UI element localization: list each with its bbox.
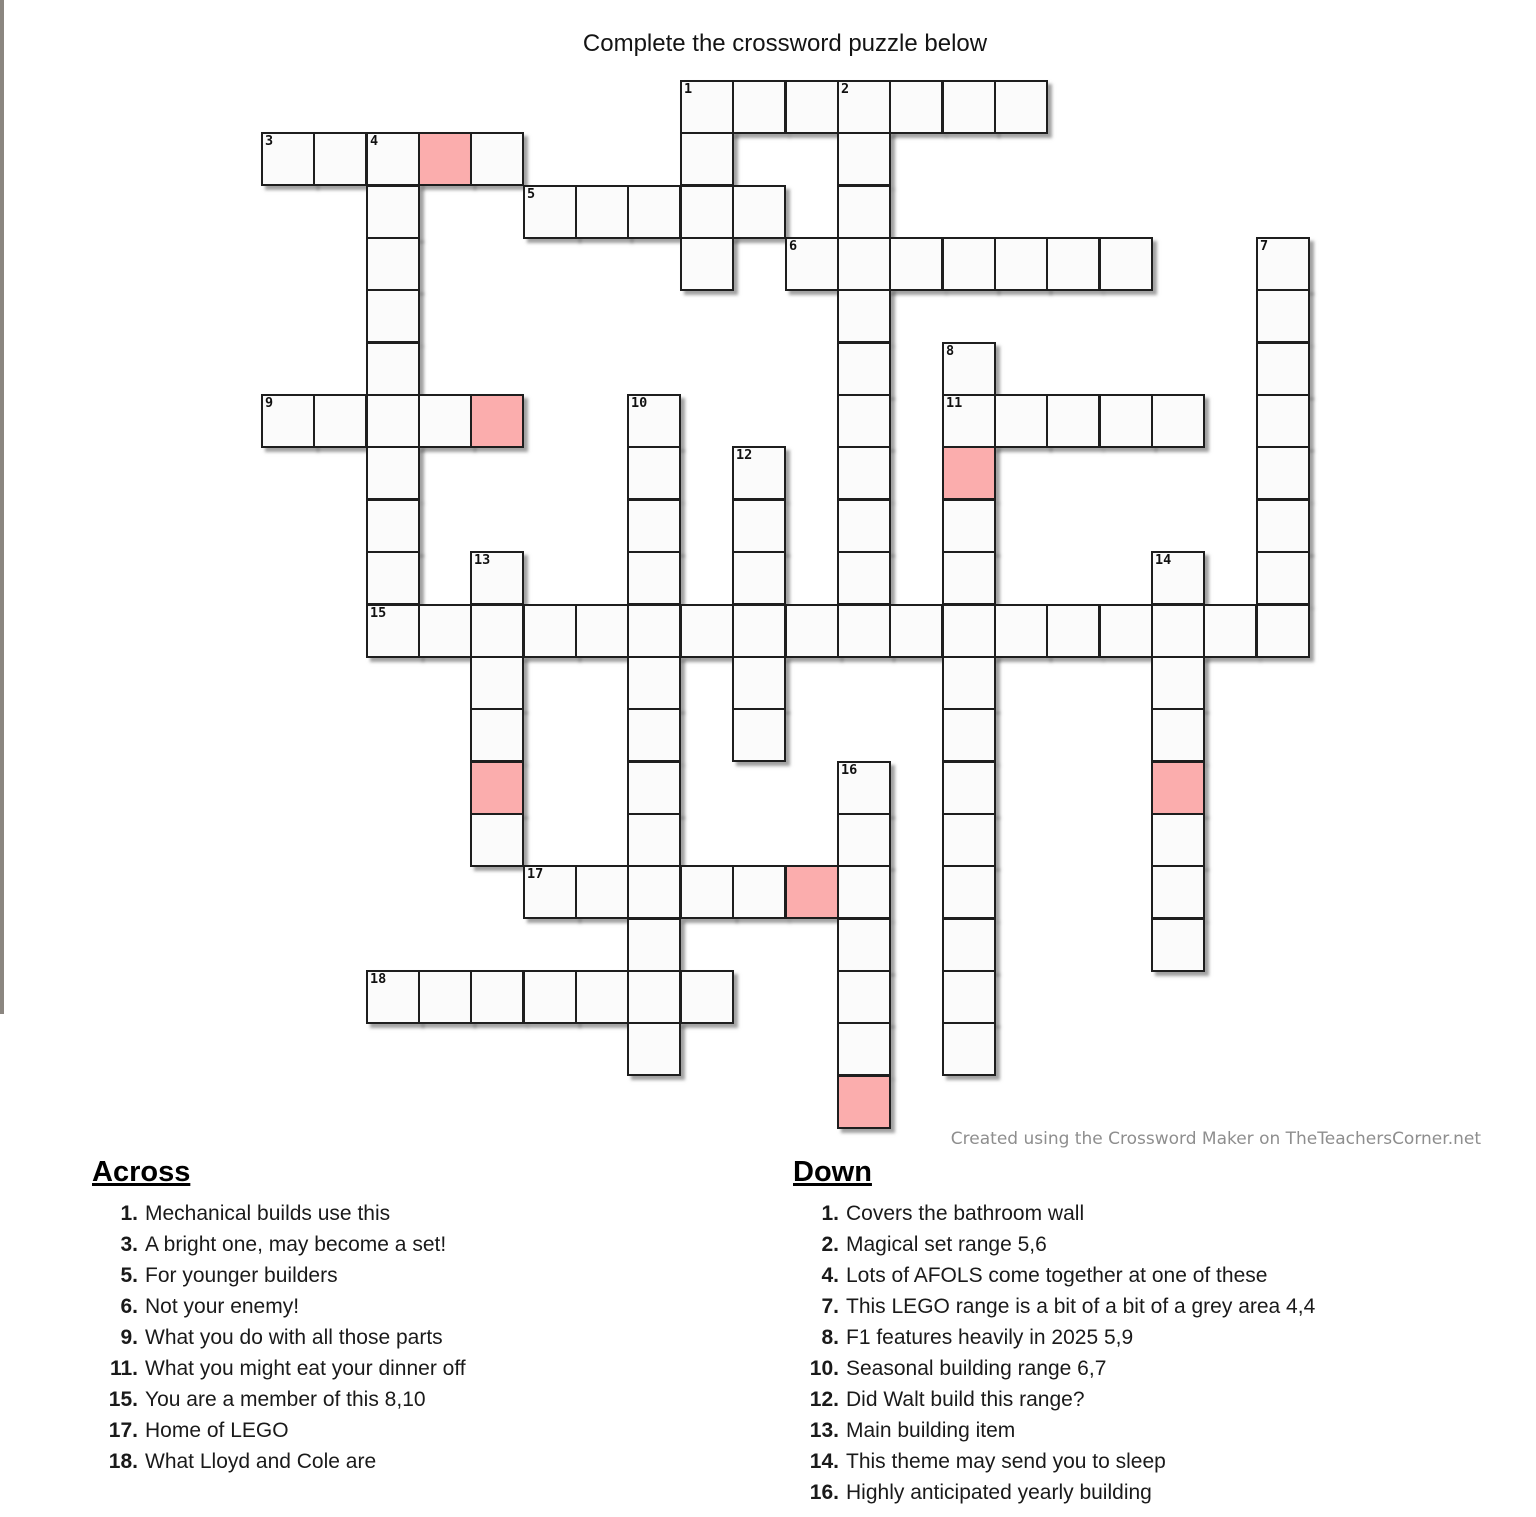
grid-cell[interactable] xyxy=(418,604,472,658)
grid-cell[interactable] xyxy=(942,499,996,553)
grid-cell[interactable] xyxy=(942,1022,996,1076)
grid-cell[interactable] xyxy=(627,865,681,919)
grid-cell-pink[interactable] xyxy=(470,394,524,448)
grid-cell-7[interactable] xyxy=(1256,237,1310,291)
grid-cell[interactable] xyxy=(889,80,943,134)
grid-cell-17[interactable] xyxy=(523,865,577,919)
across-clues-section xyxy=(92,1156,752,1477)
grid-cell[interactable] xyxy=(732,865,786,919)
grid-cell[interactable] xyxy=(627,656,681,710)
clue-number: 16. xyxy=(809,1481,839,1504)
grid-cell[interactable] xyxy=(942,237,996,291)
grid-cell[interactable] xyxy=(837,185,891,239)
grid-cell-pink[interactable] xyxy=(1151,761,1205,815)
page-title: Complete the crossword puzzle below xyxy=(582,30,988,57)
clue-number: 7. xyxy=(821,1295,839,1318)
grid-cell[interactable] xyxy=(313,394,367,448)
clue-number: 18. xyxy=(108,1450,138,1473)
cell-number: 13 xyxy=(474,552,491,568)
grid-cell-16[interactable] xyxy=(837,761,891,815)
grid-cell[interactable] xyxy=(575,865,629,919)
grid-cell-14[interactable] xyxy=(1151,551,1205,605)
down-clue-1 xyxy=(793,1198,1513,1229)
clue-number: 1. xyxy=(120,1202,138,1225)
grid-cell[interactable] xyxy=(523,604,577,658)
clue-text: Not your enemy! xyxy=(145,1295,300,1318)
grid-cell[interactable] xyxy=(1046,237,1100,291)
across-clue-15 xyxy=(92,1384,752,1415)
down-clues-section xyxy=(793,1156,1513,1508)
grid-cell[interactable] xyxy=(942,80,996,134)
grid-cell[interactable] xyxy=(732,499,786,553)
grid-cell[interactable] xyxy=(627,708,681,762)
grid-cell[interactable] xyxy=(1256,604,1310,658)
grid-cell-pink[interactable] xyxy=(942,446,996,500)
grid-cell[interactable] xyxy=(1256,551,1310,605)
cell-number: 7 xyxy=(1260,238,1269,254)
clue-text: A bright one, may become a set! xyxy=(145,1233,447,1256)
grid-cell[interactable] xyxy=(1151,656,1205,710)
grid-cell[interactable] xyxy=(366,446,420,500)
grid-cell[interactable] xyxy=(837,132,891,186)
grid-cell[interactable] xyxy=(627,551,681,605)
grid-cell[interactable] xyxy=(418,970,472,1024)
grid-cell-pink[interactable] xyxy=(785,865,839,919)
grid-cell[interactable] xyxy=(732,185,786,239)
down-clue-14 xyxy=(793,1446,1513,1477)
across-heading: Across xyxy=(92,1156,191,1188)
grid-cell[interactable] xyxy=(470,708,524,762)
across-clue-1 xyxy=(92,1198,752,1229)
grid-cell[interactable] xyxy=(942,813,996,867)
cell-number: 11 xyxy=(946,395,963,411)
clue-text: For younger builders xyxy=(145,1264,338,1287)
grid-cell[interactable] xyxy=(366,551,420,605)
grid-cell[interactable] xyxy=(366,289,420,343)
credit-line: Created using the Crossword Maker on TheTeachersCorner.net xyxy=(950,1129,1481,1149)
grid-cell[interactable] xyxy=(680,185,734,239)
grid-cell[interactable] xyxy=(732,708,786,762)
grid-cell[interactable] xyxy=(313,132,367,186)
clue-text: Magical set range 5,6 xyxy=(846,1233,1047,1256)
grid-cell[interactable] xyxy=(1099,604,1153,658)
grid-cell[interactable] xyxy=(837,1022,891,1076)
clue-text: Covers the bathroom wall xyxy=(846,1202,1085,1225)
grid-cell[interactable] xyxy=(1151,708,1205,762)
clue-number: 15. xyxy=(108,1388,138,1411)
down-clue-8 xyxy=(793,1322,1513,1353)
grid-cell[interactable] xyxy=(1256,499,1310,553)
grid-cell[interactable] xyxy=(627,499,681,553)
grid-cell-9[interactable] xyxy=(261,394,315,448)
clue-number: 2. xyxy=(821,1233,839,1256)
grid-cell[interactable] xyxy=(1151,604,1205,658)
grid-cell[interactable] xyxy=(732,80,786,134)
grid-cell[interactable] xyxy=(523,970,577,1024)
clue-number: 4. xyxy=(821,1264,839,1287)
clue-text: Main building item xyxy=(846,1419,1016,1442)
clue-text: Mechanical builds use this xyxy=(145,1202,391,1225)
grid-cell-pink[interactable] xyxy=(837,1075,891,1129)
grid-cell[interactable] xyxy=(470,970,524,1024)
grid-cell[interactable] xyxy=(627,761,681,815)
grid-cell[interactable] xyxy=(627,813,681,867)
clue-text: You are a member of this 8,10 xyxy=(145,1388,426,1411)
grid-cell[interactable] xyxy=(627,918,681,972)
grid-cell[interactable] xyxy=(1256,289,1310,343)
grid-cell[interactable] xyxy=(994,394,1048,448)
grid-cell[interactable] xyxy=(889,237,943,291)
grid-cell[interactable] xyxy=(994,604,1048,658)
grid-cell-4[interactable] xyxy=(366,132,420,186)
grid-cell-1[interactable] xyxy=(680,80,734,134)
across-clue-3 xyxy=(92,1229,752,1260)
grid-cell[interactable] xyxy=(837,604,891,658)
grid-cell[interactable] xyxy=(627,1022,681,1076)
clue-number: 9. xyxy=(120,1326,138,1349)
grid-cell[interactable] xyxy=(680,865,734,919)
cell-number: 3 xyxy=(265,133,274,149)
clue-text: What you might eat your dinner off xyxy=(145,1357,466,1380)
cell-number: 12 xyxy=(736,447,753,463)
grid-cell[interactable] xyxy=(1151,394,1205,448)
down-clue-10 xyxy=(793,1353,1513,1384)
clue-number: 11. xyxy=(109,1357,138,1380)
grid-cell[interactable] xyxy=(1256,446,1310,500)
cell-number: 17 xyxy=(527,866,544,882)
grid-cell[interactable] xyxy=(837,918,891,972)
across-clue-9 xyxy=(92,1322,752,1353)
grid-cell-15[interactable] xyxy=(366,604,420,658)
grid-cell[interactable] xyxy=(1151,813,1205,867)
cell-number: 18 xyxy=(370,971,387,987)
down-clue-7 xyxy=(793,1291,1513,1322)
down-clue-2 xyxy=(793,1229,1513,1260)
grid-cell[interactable] xyxy=(1099,394,1153,448)
grid-cell-pink[interactable] xyxy=(470,761,524,815)
across-clue-18 xyxy=(92,1446,752,1477)
grid-cell[interactable] xyxy=(680,970,734,1024)
grid-cell[interactable] xyxy=(837,289,891,343)
cell-number: 15 xyxy=(370,605,387,621)
grid-cell[interactable] xyxy=(470,132,524,186)
cell-number: 5 xyxy=(527,186,536,202)
grid-cell[interactable] xyxy=(837,237,891,291)
clue-text: Home of LEGO xyxy=(145,1419,289,1442)
grid-cell-18[interactable] xyxy=(366,970,420,1024)
grid-cell[interactable] xyxy=(418,394,472,448)
grid-cell[interactable] xyxy=(627,446,681,500)
grid-cell-10[interactable] xyxy=(627,394,681,448)
grid-cell[interactable] xyxy=(732,551,786,605)
cell-number: 2 xyxy=(841,81,850,97)
grid-cell[interactable] xyxy=(837,446,891,500)
grid-cell[interactable] xyxy=(837,499,891,553)
grid-cell[interactable] xyxy=(575,604,629,658)
grid-cell-5[interactable] xyxy=(523,185,577,239)
grid-cell[interactable] xyxy=(942,918,996,972)
grid-cell[interactable] xyxy=(732,604,786,658)
grid-cell[interactable] xyxy=(994,237,1048,291)
clue-number: 13. xyxy=(809,1419,839,1442)
down-clue-4 xyxy=(793,1260,1513,1291)
clue-number: 8. xyxy=(821,1326,839,1349)
grid-cell[interactable] xyxy=(942,761,996,815)
grid-cell[interactable] xyxy=(1046,604,1100,658)
grid-cell[interactable] xyxy=(470,813,524,867)
grid-cell[interactable] xyxy=(1256,394,1310,448)
grid-cell[interactable] xyxy=(627,604,681,658)
grid-cell[interactable] xyxy=(575,970,629,1024)
grid-cell[interactable] xyxy=(470,656,524,710)
grid-cell[interactable] xyxy=(942,708,996,762)
grid-cell-8[interactable] xyxy=(942,342,996,396)
clue-number: 6. xyxy=(120,1295,138,1318)
down-clue-13 xyxy=(793,1415,1513,1446)
down-clue-16 xyxy=(793,1477,1513,1508)
grid-cell[interactable] xyxy=(680,132,734,186)
clue-number: 14. xyxy=(809,1450,839,1473)
cell-number: 1 xyxy=(684,81,693,97)
grid-cell[interactable] xyxy=(680,604,734,658)
across-clue-11 xyxy=(92,1353,752,1384)
clue-text: What you do with all those parts xyxy=(145,1326,443,1349)
grid-cell[interactable] xyxy=(837,865,891,919)
grid-cell[interactable] xyxy=(366,499,420,553)
grid-cell[interactable] xyxy=(837,970,891,1024)
across-clue-6 xyxy=(92,1291,752,1322)
grid-cell[interactable] xyxy=(1151,918,1205,972)
grid-cell-pink[interactable] xyxy=(418,132,472,186)
grid-cell-2[interactable] xyxy=(837,80,891,134)
grid-cell[interactable] xyxy=(942,865,996,919)
grid-cell[interactable] xyxy=(785,604,839,658)
clue-text: Highly anticipated yearly building xyxy=(846,1481,1152,1504)
clue-text: Did Walt build this range? xyxy=(846,1388,1085,1411)
grid-cell[interactable] xyxy=(470,604,524,658)
grid-cell[interactable] xyxy=(942,656,996,710)
clue-number: 3. xyxy=(120,1233,138,1256)
grid-cell[interactable] xyxy=(942,970,996,1024)
grid-cell[interactable] xyxy=(1151,865,1205,919)
grid-cell[interactable] xyxy=(732,656,786,710)
grid-cell[interactable] xyxy=(366,394,420,448)
cell-number: 16 xyxy=(841,762,858,778)
clue-number: 5. xyxy=(120,1264,138,1287)
across-clue-5 xyxy=(92,1260,752,1291)
cell-number: 9 xyxy=(265,395,274,411)
clue-text: This theme may send you to sleep xyxy=(846,1450,1166,1473)
grid-cell[interactable] xyxy=(366,185,420,239)
clue-number: 10. xyxy=(809,1357,839,1380)
grid-cell[interactable] xyxy=(942,551,996,605)
clue-text: Lots of AFOLS come together at one of these xyxy=(846,1264,1268,1287)
grid-cell[interactable] xyxy=(837,813,891,867)
across-clue-17 xyxy=(92,1415,752,1446)
grid-cell[interactable] xyxy=(627,970,681,1024)
cell-number: 14 xyxy=(1155,552,1172,568)
grid-cell[interactable] xyxy=(942,604,996,658)
grid-cell[interactable] xyxy=(837,342,891,396)
grid-cell[interactable] xyxy=(680,237,734,291)
grid-cell-13[interactable] xyxy=(470,551,524,605)
clue-number: 17. xyxy=(108,1419,138,1442)
grid-cell[interactable] xyxy=(994,80,1048,134)
clue-text: This LEGO range is a bit of a bit of a grey area 4,4 xyxy=(846,1295,1316,1318)
grid-cell[interactable] xyxy=(889,604,943,658)
cell-number: 10 xyxy=(631,395,648,411)
grid-cell-11[interactable] xyxy=(942,394,996,448)
grid-cell[interactable] xyxy=(366,237,420,291)
grid-cell[interactable] xyxy=(1046,394,1100,448)
grid-cell[interactable] xyxy=(1203,604,1257,658)
down-heading: Down xyxy=(793,1156,872,1188)
clue-text: F1 features heavily in 2025 5,9 xyxy=(846,1326,1134,1349)
down-clue-12 xyxy=(793,1384,1513,1415)
grid-cell[interactable] xyxy=(785,80,839,134)
clue-text: Seasonal building range 6,7 xyxy=(846,1357,1107,1380)
clue-number: 1. xyxy=(821,1202,839,1225)
cell-number: 6 xyxy=(789,238,798,254)
cell-number: 8 xyxy=(946,343,955,359)
grid-cell[interactable] xyxy=(366,342,420,396)
grid-cell[interactable] xyxy=(627,185,681,239)
grid-cell[interactable] xyxy=(1099,237,1153,291)
grid-cell[interactable] xyxy=(837,551,891,605)
grid-cell-3[interactable] xyxy=(261,132,315,186)
grid-cell-12[interactable] xyxy=(732,446,786,500)
grid-cell[interactable] xyxy=(837,394,891,448)
grid-cell-6[interactable] xyxy=(785,237,839,291)
clue-number: 12. xyxy=(809,1388,839,1411)
cell-number: 4 xyxy=(370,133,379,149)
grid-cell[interactable] xyxy=(1256,342,1310,396)
clue-text: What Lloyd and Cole are xyxy=(145,1450,377,1473)
grid-cell[interactable] xyxy=(575,185,629,239)
